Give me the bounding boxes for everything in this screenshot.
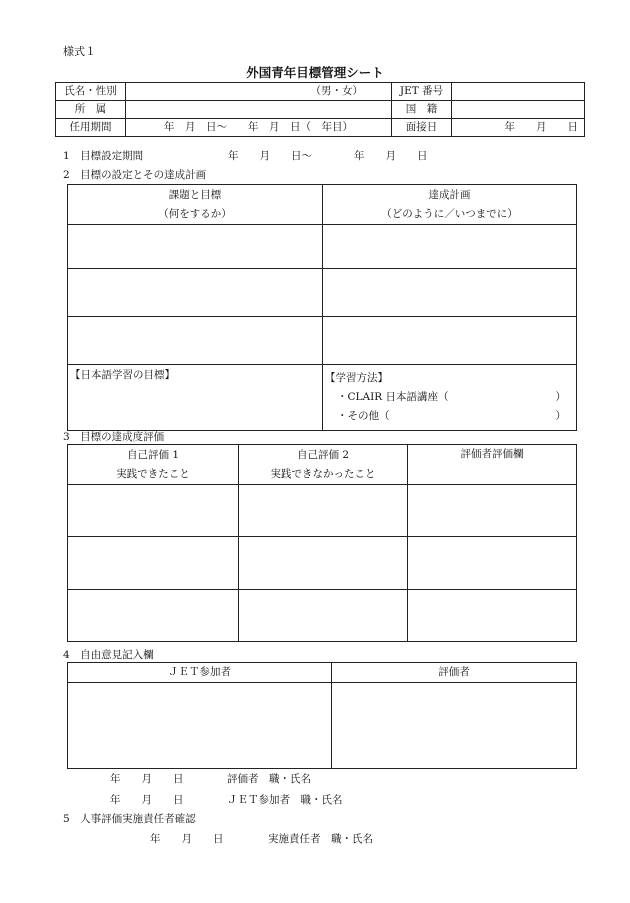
confirmation-date[interactable]: 年 月 日 (150, 833, 224, 845)
term-label: 任用期間 (56, 119, 126, 137)
form-number: 様式１ (63, 45, 96, 58)
comments-table (67, 662, 577, 769)
affiliation-cell[interactable] (126, 101, 392, 119)
study-method-label: 【学習方法】 (325, 372, 388, 384)
nationality-label: 国 籍 (392, 101, 452, 119)
plan-header-line1: 達成計画 (428, 188, 471, 201)
evaluator-eval-header (408, 445, 577, 485)
target-period[interactable]: 年 月 日〜 年 月 日 (228, 150, 428, 162)
self-eval-1-subtitle: 実践できたこと (116, 467, 190, 480)
goal-header-line1: 課題と目標 (168, 188, 222, 201)
info-table (55, 82, 585, 137)
method-other-text: ・その他（ (337, 410, 390, 422)
evaluator-eval-cell[interactable] (408, 485, 577, 537)
plan-cell[interactable] (323, 225, 577, 269)
japanese-study-row (68, 365, 577, 431)
goal-cell[interactable] (68, 317, 323, 365)
interview-label: 面接日 (392, 119, 452, 137)
evaluation-row (68, 590, 577, 642)
evaluation-table (67, 444, 577, 642)
goal-header-line2: （何をするか） (158, 207, 232, 220)
plan-header-line2: （どのように／いつまでに） (381, 207, 518, 220)
section-1-heading: 1 目標設定期間 (63, 150, 144, 162)
jet-participant-signature[interactable]: ＪＥＴ参加者 職・氏名 (227, 794, 343, 806)
goal-column-header (68, 185, 323, 225)
method-clair-close: ） (555, 391, 566, 403)
section-2-heading: 2 目標の設定とその達成計画 (63, 169, 207, 181)
evaluation-row (68, 537, 577, 590)
evaluator-comment[interactable] (332, 683, 577, 769)
evaluation-row (68, 485, 577, 537)
evaluator-header: 評価者 (332, 663, 577, 683)
section-3-heading: 3 目標の達成度評価 (63, 431, 165, 443)
self-eval-2-cell[interactable] (239, 485, 408, 537)
jet-number-cell[interactable] (452, 83, 585, 101)
evaluator-eval-cell[interactable] (408, 537, 577, 590)
goal-plan-table (67, 184, 577, 431)
nationality-cell[interactable] (452, 101, 585, 119)
gender-options: （男・女） (310, 85, 363, 98)
goal-cell[interactable] (68, 269, 323, 317)
term-value[interactable]: 年 月 日〜 年 月 日（ 年目） (126, 119, 392, 137)
name-gender-label: 氏名・性別 (56, 83, 126, 101)
self-eval-2-cell[interactable] (239, 590, 408, 642)
comments-header (68, 663, 577, 683)
evaluator-eval-title: 評価者評価欄 (460, 448, 524, 460)
plan-cell[interactable] (323, 269, 577, 317)
jet-participant-header: ＪＥＴ参加者 (68, 663, 332, 683)
self-eval-1-cell[interactable] (68, 537, 239, 590)
evaluator-eval-cell[interactable] (408, 590, 577, 642)
japanese-goal-cell[interactable] (68, 365, 323, 431)
evaluator-signature[interactable]: 評価者 職・氏名 (227, 773, 311, 785)
section-5-heading: 5 人事評価実施責任者確認 (63, 813, 196, 825)
supervisor-signature[interactable]: 実施責任者 職・氏名 (268, 833, 373, 845)
jet-participant-comment[interactable] (68, 683, 332, 769)
method-other-close: ） (555, 410, 566, 422)
comments-row (68, 683, 577, 769)
self-eval-1-header (68, 445, 239, 485)
affiliation-label: 所 属 (56, 101, 126, 119)
goal-cell[interactable] (68, 225, 323, 269)
goal-row (68, 269, 577, 317)
self-eval-1-cell[interactable] (68, 590, 239, 642)
info-row-name (56, 83, 585, 101)
self-eval-1-title: 自己評価 1 (126, 448, 180, 461)
japanese-goal-label: 【日本語学習の目標】 (70, 369, 175, 381)
document-title: 外国青年目標管理シート (246, 65, 384, 80)
goal-plan-header (68, 185, 577, 225)
goal-row (68, 317, 577, 365)
method-other-line (325, 407, 574, 426)
info-row-term (56, 119, 585, 137)
plan-cell[interactable] (323, 317, 577, 365)
method-clair-line (325, 388, 574, 407)
signature-date-1[interactable]: 年 月 日 (110, 773, 184, 785)
goal-row (68, 225, 577, 269)
self-eval-2-header (239, 445, 408, 485)
self-eval-2-cell[interactable] (239, 537, 408, 590)
section-4-heading: 4 自由意見記入欄 (63, 649, 154, 661)
self-eval-2-title: 自己評価 2 (296, 448, 350, 461)
self-eval-1-cell[interactable] (68, 485, 239, 537)
study-method-cell[interactable] (323, 365, 577, 431)
name-gender-cell[interactable] (126, 83, 392, 101)
interview-value[interactable]: 年 月 日 (452, 119, 585, 137)
signature-date-2[interactable]: 年 月 日 (110, 794, 184, 806)
self-eval-2-subtitle: 実践できなかったこと (270, 467, 376, 480)
info-row-affiliation (56, 101, 585, 119)
evaluation-header (68, 445, 577, 485)
method-clair-text: ・CLAIR 日本語講座（ (337, 391, 449, 403)
plan-column-header (323, 185, 577, 225)
jet-number-label: JET 番号 (392, 83, 452, 101)
